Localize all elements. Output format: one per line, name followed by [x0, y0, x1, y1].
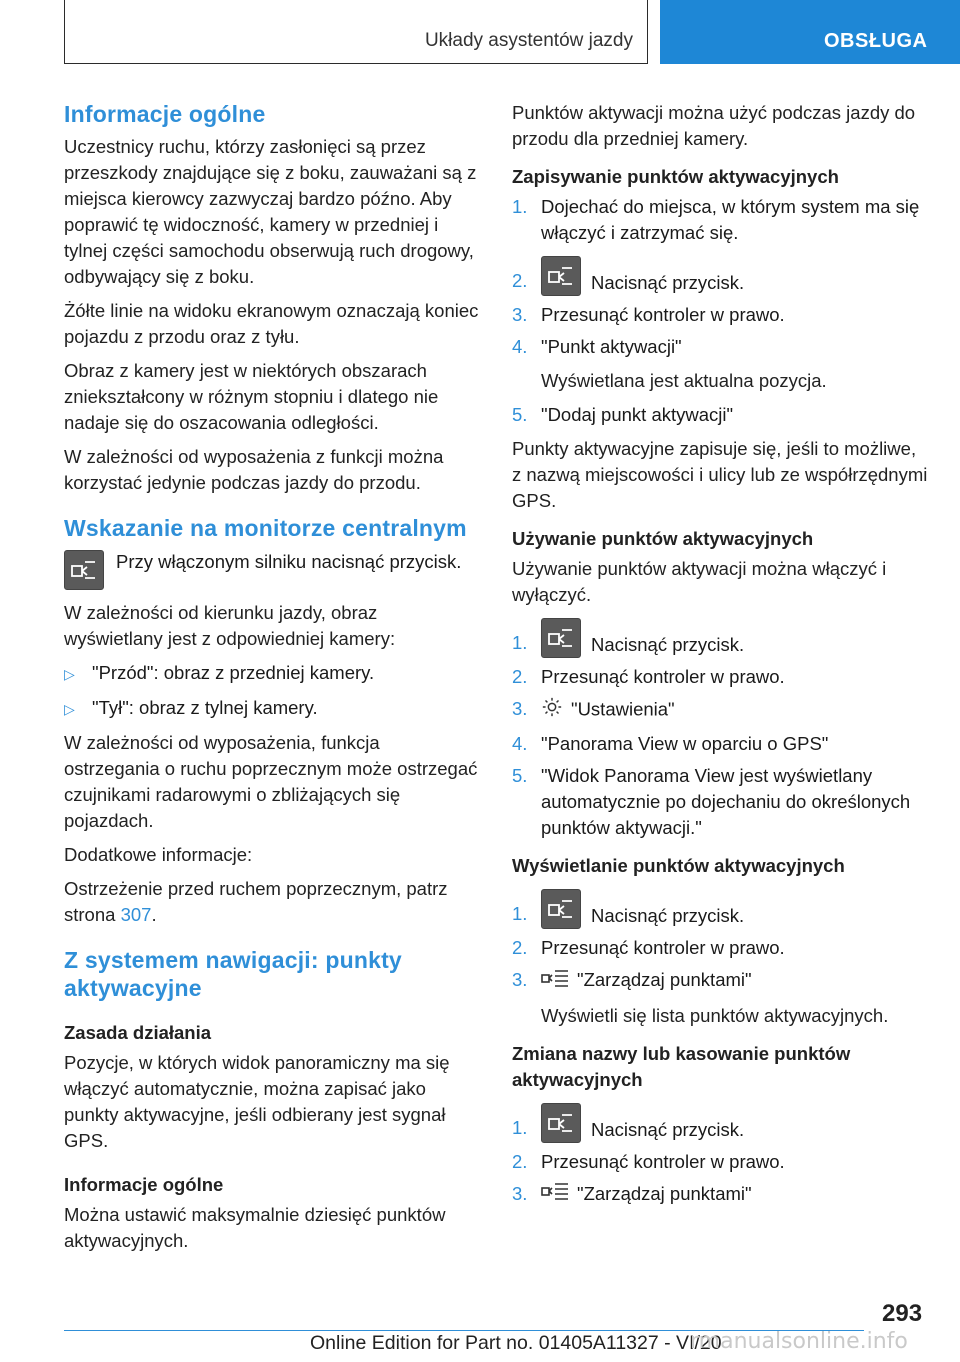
step-text: Nacisnąć przycisk.: [591, 272, 745, 293]
triangle-bullet-icon: ▷: [64, 666, 75, 682]
step-number: 2.: [512, 1150, 528, 1172]
gear-icon: [541, 696, 563, 725]
step-subtext: Wyświetlana jest aktualna pozycja.: [541, 370, 827, 391]
save-steps-continued: [512, 402, 928, 428]
heading-principle: Zasada działania: [64, 1022, 212, 1043]
press-text: Przy włączonym silniku nacisnąć przycisk.: [116, 551, 462, 572]
step: [512, 889, 928, 929]
triangle-bullet-icon: ▷: [64, 701, 75, 717]
points-list-icon: [541, 1181, 569, 1208]
step-number: 1.: [512, 903, 528, 924]
step-text: Nacisnąć przycisk.: [591, 634, 745, 655]
right-column: [512, 100, 928, 1216]
step: [512, 302, 928, 328]
step-text: "Panorama View w oparciu o GPS": [541, 733, 829, 754]
paragraph: Pozycje, w których widok panoramiczny ma się włączyć automatycznie, można zapisać jako punkty aktywacyjne, jeśli odbierany jest sygnał GPS.: [64, 1052, 450, 1151]
step-text: "Zarządzaj punktami": [577, 1182, 752, 1204]
step-text: "Punkt aktywacji": [541, 336, 682, 357]
step: [512, 618, 928, 658]
step-number: 3.: [512, 698, 528, 719]
save-steps: [512, 194, 928, 360]
page-number: 293: [882, 1300, 923, 1327]
step: [512, 731, 928, 757]
step-number: 2.: [512, 937, 528, 958]
paragraph: Można ustawić maksymalnie dziesięć punktów aktywacyjnych.: [64, 1204, 446, 1251]
step-text: "Dodaj punkt aktywacji": [541, 404, 734, 425]
step: [512, 935, 928, 961]
period: .: [151, 904, 157, 925]
watermark: rmanualsonline.info: [690, 1329, 908, 1354]
paragraph: W zależności od wyposażenia z funkcji można korzystać jedynie podczas jazdy do przodu.: [64, 446, 444, 493]
step-number: 3.: [512, 969, 528, 990]
step: [512, 256, 928, 296]
rename-steps: [512, 1103, 928, 1209]
step-text: Przesunąć kontroler w prawo.: [541, 937, 785, 958]
step-number: 4.: [512, 733, 528, 754]
step-text: Przesunąć kontroler w prawo.: [541, 1150, 785, 1172]
paragraph: Uczestnicy ruchu, którzy zasłonięci są przez przeszkody znajdujące się z boku, zauważani są z miejsca kierowcy zazwyczaj bardzo późno. Aby poprawić tę widoczność, kamery w przedniej i tylnej części samochodu obserwują ruch drogowy, odbywający się z boku.: [64, 136, 477, 287]
step-number: 5.: [512, 404, 528, 425]
points-list-icon: [541, 968, 569, 995]
page-link[interactable]: 307: [120, 904, 152, 925]
step: [512, 1149, 928, 1175]
step: [512, 763, 928, 841]
paragraph: W zależności od wyposażenia, funkcja ostrzegania o ruchu poprzecznym może ostrzegać czujnikami radarowymi o zbliżających się pojazdach.: [64, 732, 478, 831]
paragraph-reference: [64, 876, 480, 928]
heading-rename: Zmiana nazwy lub kasowanie punktów aktywacyjnych: [512, 1042, 851, 1090]
step-text: Przesunąć kontroler w prawo.: [541, 666, 785, 687]
step-text: "Widok Panorama View jest wyświetlany automatycznie po dojechaniu do określonych punktów aktywacji.": [541, 765, 911, 838]
camera-view-button-icon: [541, 889, 581, 929]
paragraph: Punktów aktywacji można użyć podczas jazdy do przodu dla przedniej kamery.: [512, 102, 916, 149]
heading-show: Wyświetlanie punktów aktywacyjnych: [512, 855, 845, 876]
step: [512, 1103, 928, 1143]
heading-navigation: Z systemem nawigacji: punkty aktywacyjne: [64, 947, 402, 1001]
paragraph: W zależności od kierunku jazdy, obraz wyświetlany jest z odpowiedniej kamery:: [64, 602, 396, 649]
camera-bullets: [64, 660, 480, 722]
step-subtext: Wyświetli się lista punktów aktywacyjnych.: [541, 1004, 889, 1026]
reference-text: Ostrzeżenie przed ruchem poprzecznym, patrz strona: [64, 878, 448, 925]
chapter-tab[interactable]: [660, 0, 960, 64]
camera-view-button-icon: [64, 550, 104, 590]
step: [512, 664, 928, 690]
paragraph: Dodatkowe informacje:: [64, 844, 253, 865]
step-number: 3.: [512, 1182, 528, 1204]
step-text: Nacisnąć przycisk.: [591, 905, 745, 926]
step: [512, 967, 928, 995]
step-text: Nacisnąć przycisk.: [591, 1118, 745, 1140]
step-number: 1.: [512, 196, 528, 217]
paragraph: Żółte linie na widoku ekranowym oznaczają koniec pojazdu z przodu oraz z tyłu.: [64, 300, 479, 347]
heading-general-2: Informacje ogólne: [64, 1174, 224, 1195]
step-text: "Ustawienia": [571, 698, 675, 720]
heading-general: Informacje ogólne: [64, 101, 266, 127]
paragraph: Obraz z kamery jest w niektórych obszarach zniekształcony w różnym stopniu i dlatego nie nadaje się do oszacowania odległości.: [64, 360, 439, 433]
chapter-tab-label: OBSŁUGA: [824, 30, 928, 52]
step-number: 2.: [512, 270, 528, 291]
use-steps: [512, 618, 928, 841]
bullet-text: "Przód": obraz z przedniej kamery.: [92, 662, 375, 683]
step-number: 1.: [512, 632, 528, 653]
step-text: Przesunąć kontroler w prawo.: [541, 304, 785, 325]
paragraph: Punkty aktywacyjne zapisuje się, jeśli to możliwe, z nazwą miejscowości i ulicy lub ze współrzędnymi GPS.: [512, 438, 928, 511]
list-item: [64, 660, 480, 687]
step-text: "Zarządzaj punktami": [577, 969, 752, 990]
paragraph: Używanie punktów aktywacji można włączyć i wyłączyć.: [512, 558, 887, 605]
camera-view-button-icon: [541, 618, 581, 658]
step: [512, 1181, 928, 1209]
step: [512, 334, 928, 360]
show-steps: [512, 889, 928, 995]
list-item: [64, 695, 480, 722]
heading-use: Używanie punktów aktywacyjnych: [512, 528, 814, 549]
press-button-row: [64, 550, 480, 590]
step-number: 2.: [512, 666, 528, 687]
header-box: [64, 0, 648, 64]
heading-save: Zapisywanie punktów aktywacyjnych: [512, 166, 839, 187]
section-title: Układy asystentów jazdy: [424, 30, 633, 51]
step-number: 1.: [512, 1116, 528, 1138]
step-text: Dojechać do miejsca, w którym system ma się włączyć i zatrzymać się.: [541, 196, 920, 243]
step-number: 4.: [512, 336, 528, 357]
edition-text: Online Edition for Part no. 01405A11327 - VI/20: [310, 1332, 722, 1354]
step-number: 5.: [512, 765, 528, 786]
heading-display: Wskazanie na monitorze centralnym: [64, 515, 467, 541]
camera-view-button-icon: [541, 1103, 581, 1143]
camera-view-button-icon: [541, 256, 581, 296]
step: [512, 402, 928, 428]
step: [512, 696, 928, 725]
step-number: 3.: [512, 304, 528, 325]
bullet-text: "Tył": obraz z tylnej kamery.: [92, 697, 318, 718]
left-column: [64, 100, 480, 1262]
step: [512, 194, 928, 246]
